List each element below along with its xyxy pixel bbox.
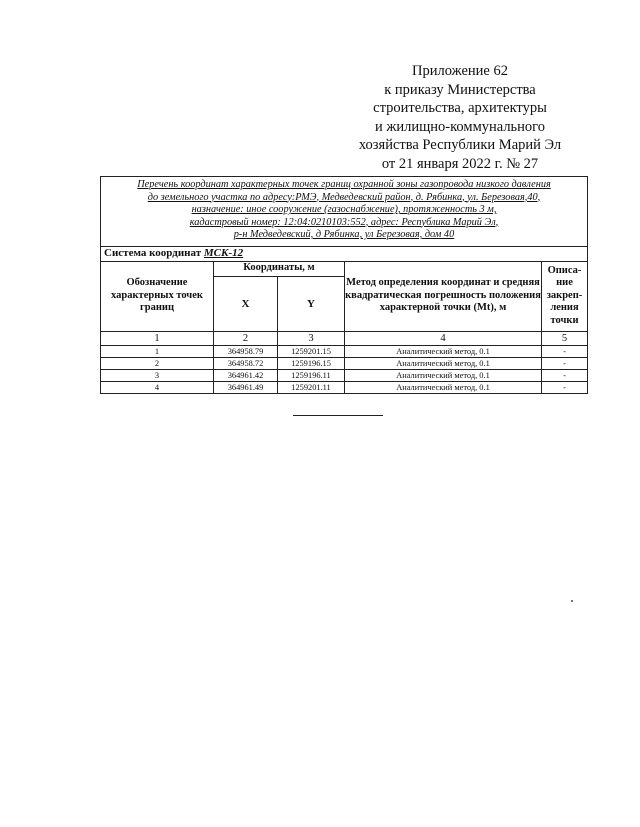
table-caption — [101, 177, 588, 247]
header-line: к приказу Министерства — [384, 81, 536, 98]
coord-x: 364958.72 — [214, 357, 278, 369]
caption-line: кадастровый номер: 12:04:0210103:552, адрес: Республика Марий Эл, — [189, 216, 499, 228]
column-number: 4 — [345, 331, 542, 345]
caption-line: Перечень координат характерных точек границ охранной зоны газопровода низкого давления — [137, 179, 551, 190]
point-id: 4 — [101, 381, 214, 393]
table-row — [101, 369, 588, 381]
description: - — [542, 357, 588, 369]
header-line: от 21 января 2022 г. № 27 — [381, 155, 539, 172]
header-point: Обозначение характерных точек границ — [101, 261, 214, 331]
caption-line: до земельного участка по адресу:РМЭ, Медведевский район, д. Рябинка, ул. Березовая,40, — [147, 191, 541, 203]
closing-rule — [293, 415, 383, 416]
header-x: X — [214, 276, 278, 331]
column-number: 3 — [278, 331, 345, 345]
column-number: 1 — [101, 331, 214, 345]
header-line: хозяйства Республики Марий Эл — [358, 137, 562, 154]
point-id: 2 — [101, 357, 214, 369]
coordinate-system-row — [101, 246, 588, 261]
coord-y: 1259201.11 — [278, 381, 345, 393]
point-id: 3 — [101, 369, 214, 381]
caption-line: назначение: иное сооружение (газоснабжение), протяженность 3 м, — [191, 204, 497, 215]
header-line: строительства, архитектуры — [373, 100, 547, 117]
coord-x: 364961.42 — [214, 369, 278, 381]
header-line: Приложение 62 — [412, 63, 508, 79]
description: - — [542, 369, 588, 381]
coord-x: 364961.49 — [214, 381, 278, 393]
method: Аналитический метод, 0.1 — [345, 345, 542, 357]
header-coordinates: Координаты, м — [214, 261, 345, 276]
description: - — [542, 345, 588, 357]
coordinates-table — [100, 176, 588, 394]
table-row — [101, 345, 588, 357]
method: Аналитический метод, 0.1 — [345, 369, 542, 381]
coord-y: 1259196.11 — [278, 369, 345, 381]
table-row — [101, 357, 588, 369]
header-description: Описа-ние закреп-ления точки — [542, 261, 588, 331]
coord-y: 1259201.15 — [278, 345, 345, 357]
column-number: 5 — [542, 331, 588, 345]
method: Аналитический метод, 0.1 — [345, 357, 542, 369]
coordinate-system-label: Система координат — [104, 247, 202, 259]
column-number: 2 — [214, 331, 278, 345]
scan-speck — [571, 600, 573, 602]
coordinate-system-value: МСК-12 — [203, 247, 244, 259]
table-row — [101, 381, 588, 393]
header-line: и жилищно-коммунального — [374, 118, 546, 135]
coord-x: 364958.79 — [214, 345, 278, 357]
point-id: 1 — [101, 345, 214, 357]
method: Аналитический метод, 0.1 — [345, 381, 542, 393]
header-method: Метод определения координат и средняя квадратическая погрешность положения характерной точки (Mt), м — [345, 261, 542, 331]
header-y: Y — [278, 276, 345, 331]
caption-line: р-н Медведевский, д Рябинка, ул Березовая, дом 40 — [233, 229, 455, 240]
description: - — [542, 381, 588, 393]
coord-y: 1259196.15 — [278, 357, 345, 369]
order-appendix-header — [340, 62, 580, 174]
